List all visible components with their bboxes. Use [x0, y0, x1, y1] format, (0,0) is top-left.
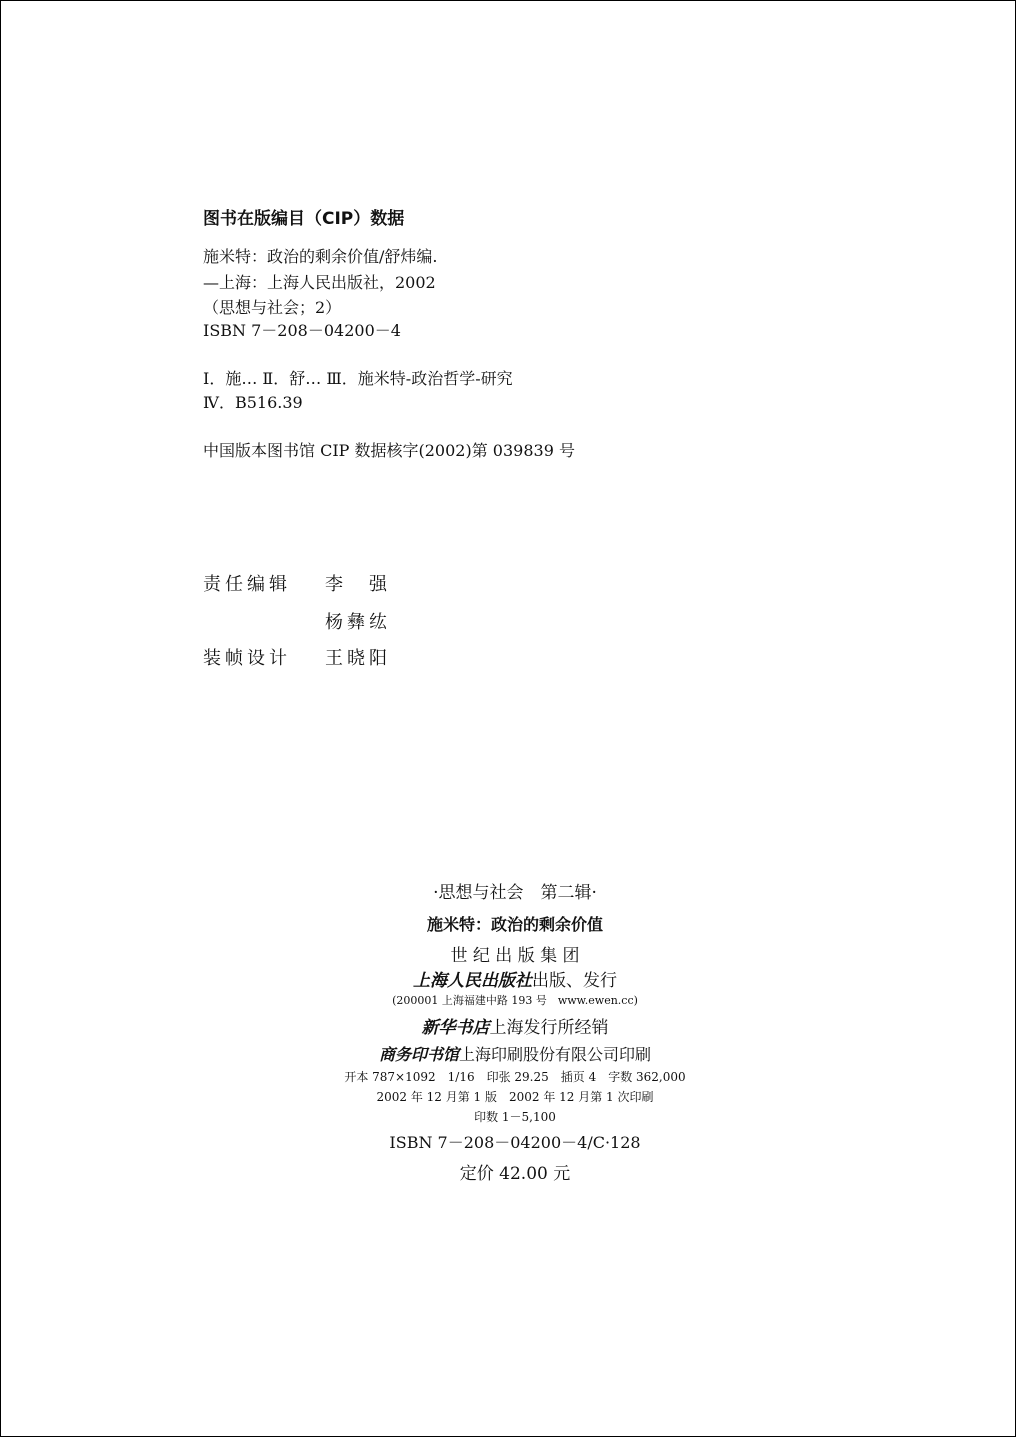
cip-heading: 图书在版编目（CIP）数据 [203, 209, 405, 229]
colophon-isbn: ISBN 7－208－04200－4/C·128 [389, 1133, 641, 1152]
publisher-suffix: 出版、发行 [532, 971, 617, 991]
printer-logo: 商务印书馆 [378, 1045, 459, 1064]
editor-name-1: 李 强 [325, 574, 391, 595]
distributor-logo: 新华书店 [421, 1018, 490, 1038]
cip-subjects-line: Ⅰ．施… Ⅱ．舒… Ⅲ．施米特-政治哲学-研究 [203, 369, 513, 388]
publisher-logo: 上海人民出版社 [413, 971, 532, 991]
book-title: 施米特：政治的剩余价值 [426, 915, 603, 934]
cip-classification-line: Ⅳ．B516.39 [203, 393, 303, 412]
editor-name-2: 杨彝纮 [325, 612, 391, 633]
designer-name: 王晓阳 [325, 648, 391, 669]
printer-line [280, 1042, 750, 1065]
cip-publisher-line: —上海：上海人民出版社，2002 [203, 273, 436, 292]
cip-title-line: 施米特：政治的剩余价值/舒炜编. [203, 247, 438, 266]
price-line: 定价 42.00 元 [459, 1164, 571, 1184]
editor-role: 责任编辑 [203, 574, 291, 595]
cip-series-line: （思想与社会；2） [203, 298, 342, 317]
publisher-line [280, 966, 750, 991]
cip-isbn-line: ISBN 7－208－04200－4 [203, 321, 401, 340]
publishing-group: 世 纪 出 版 集 团 [450, 946, 580, 966]
specs-line: 开本 787×1092 1/16 印张 29.25 插页 4 字数 362,000 [344, 1070, 686, 1084]
distributor-line [280, 1013, 750, 1038]
edition-line: 2002 年 12 月第 1 版 2002 年 12 月第 1 次印刷 [376, 1090, 654, 1104]
address-line: (200001 上海福建中路 193 号 www.ewen.cc) [392, 994, 638, 1007]
design-role: 装帧设计 [203, 648, 291, 669]
printer-suffix: 上海印刷股份有限公司印刷 [459, 1045, 652, 1064]
distributor-suffix: 上海发行所经销 [489, 1018, 609, 1038]
print-run-line: 印数 1－5,100 [474, 1110, 556, 1124]
cip-number-line: 中国版本图书馆 CIP 数据核字(2002)第 039839 号 [203, 441, 575, 460]
series-line: ·思想与社会 第二辑· [433, 883, 597, 903]
